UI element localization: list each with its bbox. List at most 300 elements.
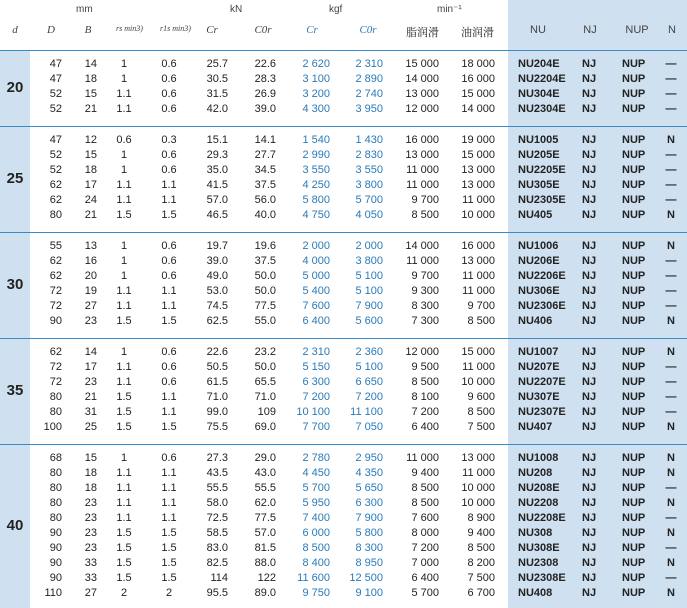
table-row [0,208,687,223]
table-cell: 57.0 [254,527,276,539]
table-cell: NUP [622,512,646,524]
table-cell: 11 000 [462,194,495,206]
table-row [0,102,687,117]
table-cell: 1.5 [116,557,132,569]
table-cell: NU2208E [518,512,566,524]
table-row [0,148,687,163]
table-row [0,571,687,586]
table-cell: 8 300 [355,542,383,554]
table-cell: 25 [84,421,97,433]
table-row [0,178,687,193]
table-cell: 14 000 [461,103,495,115]
col-nup: NUP [625,24,649,36]
table-cell: 8 500 [411,376,439,388]
table-cell: NJ [582,527,597,539]
unit-kn: kN [230,4,243,15]
table-cell: NJ [582,346,597,358]
table-cell: 2 310 [355,58,383,70]
table-cell: NJ [582,88,597,100]
table-cell: N [667,421,675,433]
table-cell: 43.0 [254,467,276,479]
table-cell: 4 300 [302,103,330,115]
table-cell: 2 890 [355,73,383,85]
table-cell: 1.1 [116,361,132,373]
table-cell: NU308E [518,542,560,554]
col-r1s: r1s min3) [160,24,191,33]
table-cell: 1.1 [116,179,132,191]
table-cell: N [667,467,675,479]
table-cell: 5 700 [355,194,383,206]
table-cell: NJ [582,497,597,509]
table-cell: NUP [622,572,646,584]
table-cell: 8 900 [467,512,495,524]
table-cell: 1.1 [116,300,132,312]
table-cell: 1 [120,149,128,161]
table-cell: 1.1 [161,406,177,418]
col-n: N [668,24,676,36]
table-cell: 21 [84,209,97,221]
table-cell: 3 950 [355,103,383,115]
table-cell: 90 [49,572,62,584]
table-cell: 80 [49,406,62,418]
table-cell: NUP [622,240,646,252]
table-cell: NJ [582,194,597,206]
table-cell: 90 [49,315,62,327]
table-cell: 56.0 [254,194,276,206]
table-cell: — [665,572,677,584]
table-cell: NJ [582,391,597,403]
table-cell: 82.5 [206,557,228,569]
table-cell: 7 900 [355,512,383,524]
table-header [0,0,687,50]
table-cell: 27.7 [254,149,276,161]
table-cell: NJ [582,315,597,327]
table-cell: — [665,194,677,206]
table-cell: 5 400 [302,285,330,297]
table-cell: 8 500 [302,542,330,554]
unit-kgf: kgf [329,4,343,15]
table-cell: — [665,103,677,115]
table-cell: 1 [120,255,128,267]
table-cell: NU2308 [518,557,559,569]
table-cell: 5 000 [302,270,330,282]
table-row [0,481,687,496]
table-cell: NU305E [518,179,560,191]
table-cell: 7 600 [302,300,330,312]
table-cell: 11 100 [350,406,383,418]
table-cell: NUP [622,88,646,100]
table-cell: 47 [49,73,62,85]
table-cell: 0.6 [161,88,177,100]
table-cell: 13 000 [461,179,495,191]
table-cell: 62 [49,194,62,206]
table-cell: NUP [622,346,646,358]
bore-diameter-label: 25 [6,170,24,187]
table-cell: 1.1 [161,482,177,494]
table-cell: N [667,134,675,146]
table-cell: 8 950 [355,557,383,569]
table-cell: 0.6 [161,240,177,252]
table-cell: NUP [622,58,646,70]
table-cell: 9 750 [302,587,330,599]
table-cell: 16 000 [405,134,439,146]
table-cell: 1 [120,270,128,282]
table-cell: NJ [582,452,597,464]
table-cell: 62.0 [254,497,276,509]
table-cell: 2 620 [302,58,330,70]
table-cell: 0.6 [116,134,132,146]
table-row [0,133,687,148]
table-cell: 30.5 [206,73,228,85]
table-cell: NU308 [518,527,553,539]
table-cell: 6 400 [411,421,439,433]
table-cell: 23.2 [254,346,276,358]
table-row [0,375,687,390]
table-cell: 49.0 [206,270,228,282]
table-cell: 9 500 [411,361,439,373]
table-row [0,87,687,102]
table-cell: 2 740 [355,88,383,100]
table-cell: 9 700 [411,270,439,282]
table-cell: NU408 [518,587,553,599]
table-cell: — [665,482,677,494]
table-cell: 3 800 [355,179,383,191]
table-cell: 4 000 [302,255,330,267]
table-cell: NU208 [518,467,553,479]
table-cell: 1.1 [116,88,132,100]
table-cell: — [665,542,677,554]
table-cell: 1.1 [116,497,132,509]
group-separator [0,126,687,127]
table-cell: 1.1 [161,285,177,297]
table-cell: 19 000 [461,134,495,146]
table-cell: NUP [622,376,646,388]
table-row [0,269,687,284]
table-cell: 4 250 [302,179,330,191]
table-cell: 1.1 [161,497,177,509]
table-cell: 10 000 [461,482,495,494]
table-cell: NU407 [518,421,553,433]
table-cell: NUP [622,391,646,403]
table-cell: 88.0 [254,557,276,569]
table-cell: 23 [84,542,97,554]
table-cell: 99.0 [206,406,228,418]
table-row [0,57,687,72]
table-cell: 0.6 [161,103,177,115]
table-cell: 9 100 [355,587,383,599]
table-cell: 8 000 [411,527,439,539]
table-cell: 42.0 [206,103,228,115]
table-cell: 1.5 [161,542,177,554]
col-c0r: C0r [254,24,272,36]
table-row [0,541,687,556]
table-cell: 19.6 [254,240,276,252]
table-cell: N [667,346,675,358]
table-cell: 14 [84,58,97,70]
table-cell: NU1008 [518,452,559,464]
table-cell: 53.0 [206,285,228,297]
table-cell: 21 [84,391,97,403]
table-cell: 72 [49,300,62,312]
table-cell: 3 100 [302,73,330,85]
table-cell: NJ [582,376,597,388]
table-cell: 1 540 [302,134,330,146]
table-cell: 16 000 [461,73,495,85]
table-cell: NUP [622,270,646,282]
table-cell: 1.5 [116,406,132,418]
table-cell: 7 000 [411,557,439,569]
table-cell: 6 700 [467,587,495,599]
table-cell: 1 [120,240,128,252]
table-cell: 13 000 [461,452,495,464]
table-cell: 7 600 [411,512,439,524]
table-cell: 15 [84,88,97,100]
table-cell: 39.0 [254,103,276,115]
table-cell: 23 [84,376,97,388]
table-cell: 5 100 [355,285,383,297]
table-cell: 72.5 [206,512,228,524]
table-cell: NJ [582,255,597,267]
table-cell: 7 900 [355,300,383,312]
table-cell: 15 000 [461,149,495,161]
table-cell: NJ [582,557,597,569]
table-cell: 1.1 [161,179,177,191]
table-cell: N [667,497,675,509]
table-cell: 50.0 [254,285,276,297]
table-row [0,526,687,541]
table-cell: 5 800 [302,194,330,206]
table-cell: 0.3 [161,134,177,146]
table-cell: 11 000 [406,179,439,191]
table-cell: 55.0 [254,315,276,327]
table-cell: 11 000 [406,452,439,464]
table-cell: 22.6 [254,58,276,70]
table-cell: NU2207E [518,376,566,388]
col-B: B [84,24,92,36]
table-cell: 11 600 [297,572,330,584]
table-cell: 18 [84,467,97,479]
table-cell: NU205E [518,149,560,161]
table-cell: N [667,240,675,252]
table-row [0,586,687,601]
table-cell: 7 200 [411,406,439,418]
table-cell: 23 [84,315,97,327]
table-row [0,390,687,405]
table-cell: NJ [582,58,597,70]
table-cell: NUP [622,542,646,554]
table-cell: 4 750 [302,209,330,221]
table-cell: 1 [120,164,128,176]
table-cell: NJ [582,482,597,494]
table-cell: 1.1 [116,285,132,297]
table-cell: 5 150 [302,361,330,373]
table-cell: NJ [582,134,597,146]
table-cell: N [667,452,675,464]
table-cell: 8 500 [467,542,495,554]
unit-mm: mm [76,4,93,15]
table-cell: 9 700 [411,194,439,206]
table-cell: 71.0 [254,391,276,403]
table-cell: 9 600 [467,391,495,403]
table-cell: 25.7 [206,58,228,70]
table-cell: 47 [49,134,62,146]
table-cell: 39.0 [206,255,228,267]
table-cell: N [667,557,675,569]
table-cell: N [667,587,675,599]
table-cell: 2 000 [302,240,330,252]
table-cell: 6 400 [411,572,439,584]
table-cell: NU207E [518,361,560,373]
table-cell: 1.5 [116,209,132,221]
table-cell: NUP [622,164,646,176]
table-cell: 80 [49,512,62,524]
table-cell: NUP [622,179,646,191]
table-cell: NUP [622,255,646,267]
table-cell: NUP [622,73,646,85]
table-cell: 0.6 [161,376,177,388]
table-cell: 62.5 [206,315,228,327]
table-cell: 72 [49,285,62,297]
table-cell: — [665,73,677,85]
table-cell: 0.6 [161,58,177,70]
table-cell: 5 650 [355,482,383,494]
table-cell: 15.1 [206,134,228,146]
table-cell: 10 100 [296,406,330,418]
table-cell: 52 [49,164,62,176]
table-row [0,466,687,481]
table-cell: 1.5 [161,315,177,327]
table-cell: 40.0 [254,209,276,221]
table-cell: 9 700 [467,300,495,312]
table-cell: 12 000 [405,346,439,358]
table-cell: 5 100 [355,361,383,373]
table-cell: 18 [84,482,97,494]
col-oil: 油润滑 [461,27,494,39]
table-cell: NUP [622,467,646,479]
table-cell: 14.1 [254,134,276,146]
table-cell: 19 [84,285,97,297]
table-cell: — [665,285,677,297]
table-cell: 6 300 [355,497,383,509]
table-cell: 37.5 [254,255,276,267]
table-cell: — [665,255,677,267]
table-cell: 80 [49,497,62,509]
col-nj: NJ [583,24,597,36]
table-cell: 95.5 [206,587,228,599]
table-cell: 62 [49,255,62,267]
group-separator [0,444,687,445]
table-cell: 55.5 [206,482,228,494]
table-cell: 11 000 [462,467,495,479]
table-cell: 8 500 [467,315,495,327]
col-cr: Cr [206,24,218,36]
table-cell: NU204E [518,58,560,70]
table-cell: 28.3 [254,73,276,85]
table-cell: 3 200 [302,88,330,100]
table-cell: 3 550 [355,164,383,176]
table-cell: 58.0 [206,497,228,509]
table-cell: 11 000 [462,361,495,373]
table-cell: 13 000 [461,164,495,176]
table-cell: NJ [582,73,597,85]
table-cell: 15 000 [405,58,439,70]
table-cell: 16 000 [461,240,495,252]
table-cell: 1.1 [116,376,132,388]
table-cell: 75.5 [206,421,228,433]
table-cell: 50.0 [254,270,276,282]
table-cell: 71.0 [206,391,228,403]
col-D: D [47,24,55,36]
table-row [0,451,687,466]
col-cr-kgf: Cr [306,24,318,36]
table-row [0,72,687,87]
table-cell: 47 [49,58,62,70]
table-cell: NJ [582,587,597,599]
table-cell: 11 000 [406,255,439,267]
table-cell: 80 [49,467,62,479]
table-cell: NUP [622,406,646,418]
table-cell: 1.1 [161,391,177,403]
table-cell: NUP [622,134,646,146]
table-cell: 1.1 [161,467,177,479]
table-cell: 72 [49,361,62,373]
table-cell: 15 [84,452,97,464]
table-cell: 21 [84,103,97,115]
table-cell: 2 360 [355,346,383,358]
table-cell: NJ [582,270,597,282]
table-cell: NU2206E [518,270,566,282]
table-cell: NJ [582,512,597,524]
table-cell: 1.5 [116,542,132,554]
table-cell: NUP [622,300,646,312]
table-cell: 1.5 [161,421,177,433]
table-cell: NU2205E [518,164,566,176]
table-cell: NUP [622,361,646,373]
group-separator [0,232,687,233]
table-cell: NUP [622,527,646,539]
table-cell: NJ [582,209,597,221]
table-cell: 6 300 [302,376,330,388]
table-cell: NU2304E [518,103,566,115]
table-cell: NJ [582,406,597,418]
table-cell: NUP [622,285,646,297]
table-cell: 10 000 [461,497,495,509]
table-cell: 7 300 [411,315,439,327]
table-cell: 68 [49,452,62,464]
table-cell: NJ [582,300,597,312]
table-cell: 2 950 [355,452,383,464]
col-nu: NU [530,24,546,36]
table-cell: 2 000 [355,240,383,252]
table-cell: 7 500 [467,421,495,433]
table-cell: 69.0 [254,421,276,433]
table-cell: NUP [622,482,646,494]
table-row [0,314,687,329]
table-cell: 43.5 [206,467,228,479]
table-cell: 0.6 [161,255,177,267]
table-cell: 23 [84,497,97,509]
table-cell: — [665,270,677,282]
table-row [0,511,687,526]
table-cell: 80 [49,209,62,221]
table-cell: 6 400 [302,315,330,327]
table-cell: 81.5 [254,542,276,554]
table-cell: NUP [622,587,646,599]
bore-diameter-label: 30 [6,276,24,293]
table-cell: 15 [84,149,97,161]
table-cell: 109 [257,406,276,418]
table-cell: 13 000 [405,149,439,161]
